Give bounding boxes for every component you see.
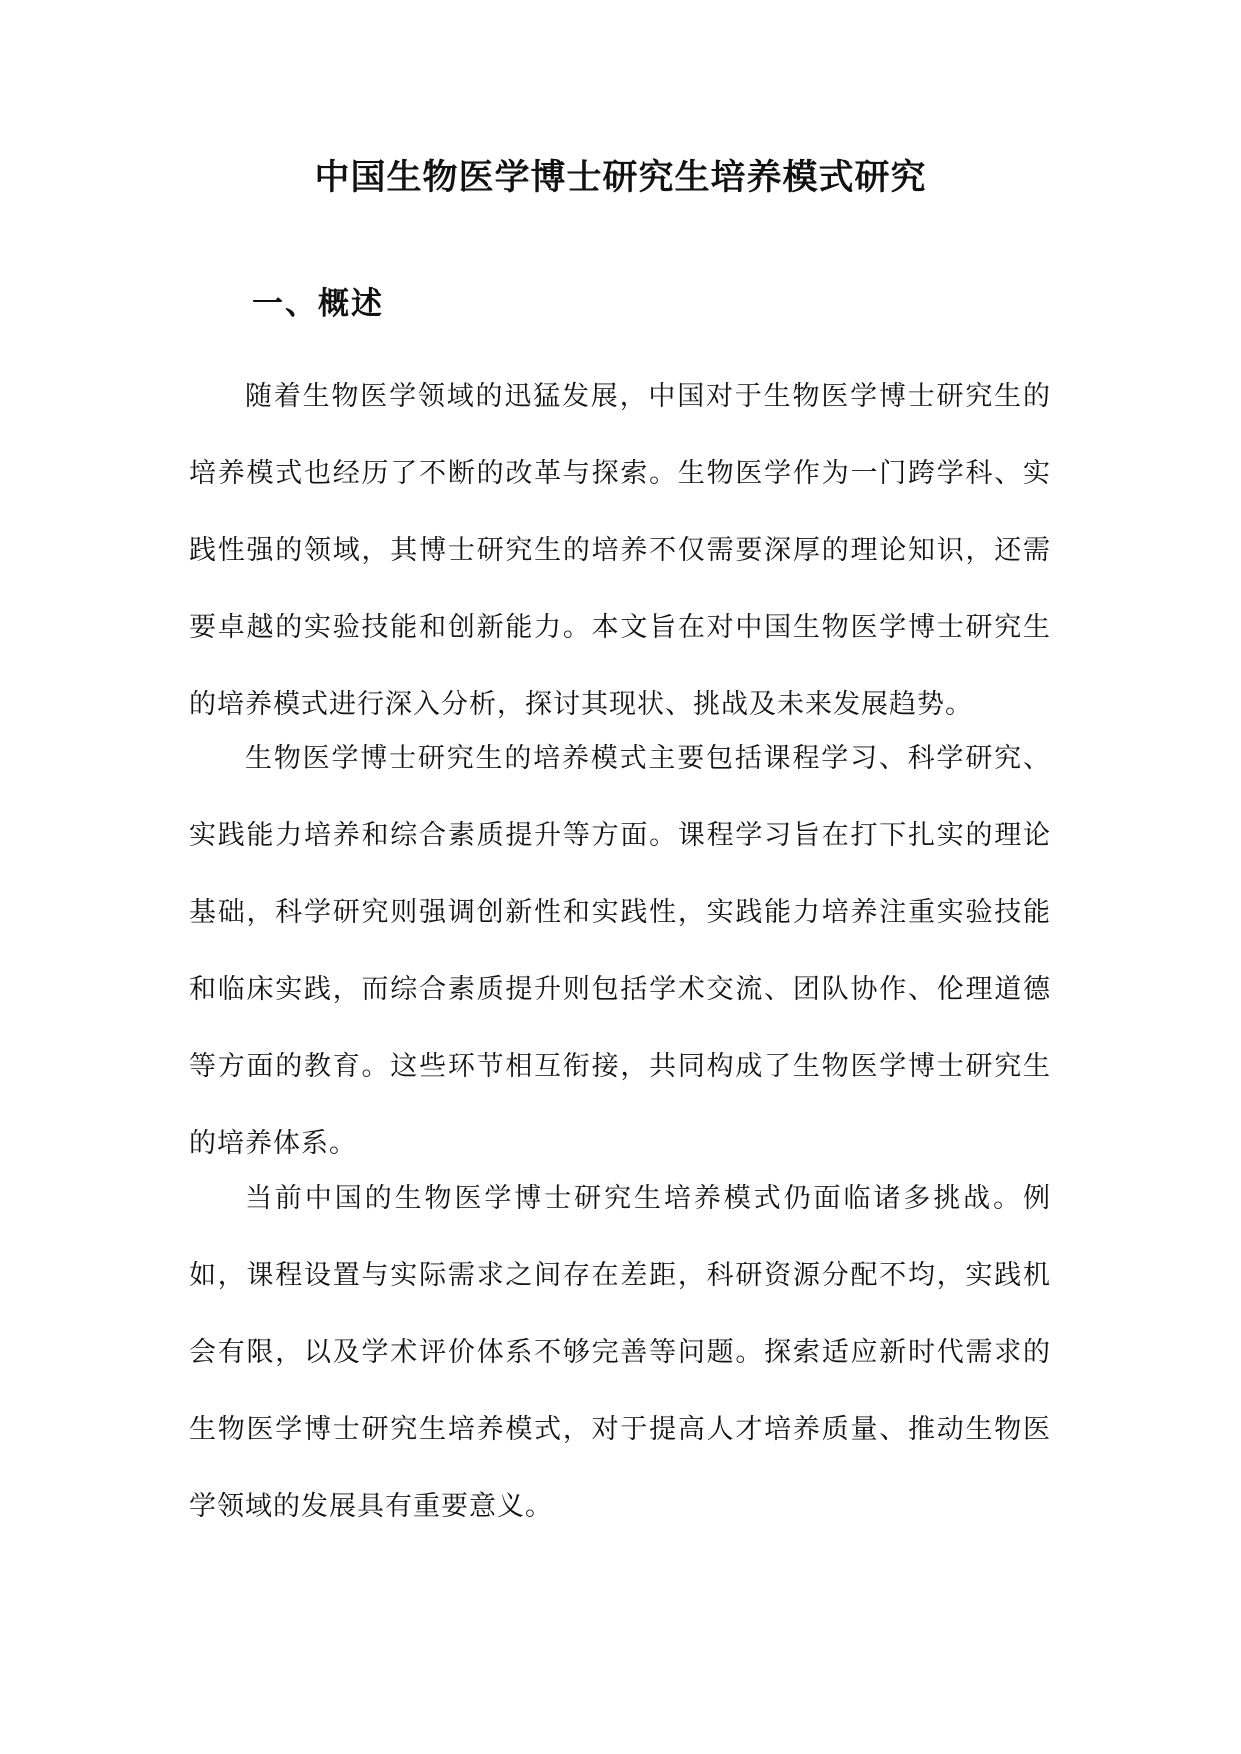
paragraph: 随着生物医学领域的迅猛发展，中国对于生物医学博士研究生的培养模式也经历了不断的改革与探索。生物医学作为一门跨学科、实践性强的领域，其博士研究生的培养不仅需要深厚的理论知识，还需要卓越的实验技能和创新能力。本文旨在对中国生物医学博士研究生的培养模式进行深入分析，探讨其现状、挑战及未来发展趋势。 [189, 381, 1051, 720]
section-heading: 一、概述 [252, 286, 384, 322]
document-title: 中国生物医学博士研究生培养模式研究 [314, 157, 927, 198]
paragraph: 生物医学博士研究生的培养模式主要包括课程学习、科学研究、实践能力培养和综合素质提升等方面。课程学习旨在打下扎实的理论基础，科学研究则强调创新性和实践性，实践能力培养注重实验技能和临床实践，而综合素质提升则包括学术交流、团队协作、伦理道德等方面的教育。这些环节相互衔接，共同构成了生物医学博士研究生的培养体系。 [189, 743, 1051, 1159]
paragraph: 当前中国的生物医学博士研究生培养模式仍面临诸多挑战。例如，课程设置与实际需求之间存在差距，科研资源分配不均，实践机会有限，以及学术评价体系不够完善等问题。探索适应新时代需求的生物医学博士研究生培养模式，对于提高人才培养质量、推动生物医学领域的发展具有重要意义。 [189, 1183, 1051, 1522]
